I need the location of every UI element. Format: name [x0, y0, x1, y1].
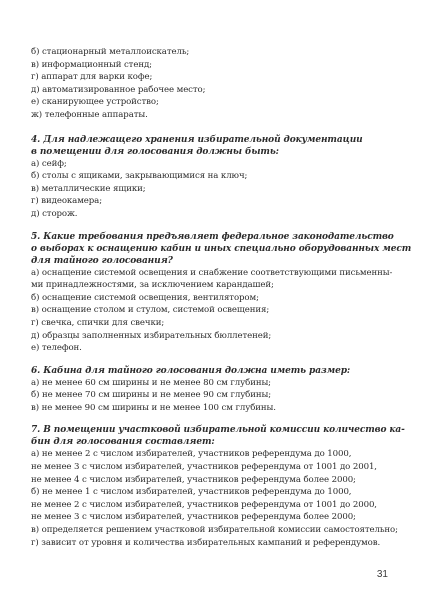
answer-option: г) зависит от уровня и количества избирательных кампаний и референдумов. — [31, 537, 381, 548]
answer-option: в) оснащение столом и стулом, системой освещения; — [31, 305, 270, 316]
answer-option: не менее 4 с числом избирателей, участников референдума более 2000; — [31, 474, 356, 485]
answer-option: а) не менее 2 с числом избирателей, участников референдума до 1000, — [31, 449, 352, 460]
question-6 — [31, 365, 393, 415]
document-page — [31, 46, 412, 559]
question-4 — [31, 134, 393, 221]
answer-option: д) сторож. — [31, 208, 78, 219]
question-title: 5. Какие требования предъявляет федеральное законодательство — [31, 231, 394, 242]
answer-option: г) свечка, спички для свечки; — [31, 317, 165, 328]
answer-option: а) сейф; — [31, 158, 67, 169]
answer-option: а) не менее 60 см ширины и не менее 80 см глубины; — [31, 377, 271, 388]
question-title: 7. В помещении участковой избирательной комиссии количество ка- — [31, 425, 405, 436]
question-title: в помещении для голосования должны быть: — [31, 146, 279, 157]
question-title: бин для голосования составляет: — [31, 437, 215, 448]
answer-option: б) столы с ящиками, закрывающимися на ключ; — [31, 171, 248, 182]
list-item: ж) телефонные аппараты. — [31, 109, 148, 120]
answer-option: ми принадлежностями, за исключением карандашей; — [31, 280, 274, 291]
list-item: е) сканирующее устройство; — [31, 97, 159, 108]
list-item: в) информационный стенд; — [31, 59, 152, 70]
answer-option: б) не менее 70 см ширины и не менее 90 см глубины; — [31, 390, 272, 401]
question-title: 4. Для надлежащего хранения избирательной документации — [31, 134, 363, 145]
question-title: 6. Кабина для тайного голосования должна иметь размер: — [31, 365, 351, 376]
question-7 — [31, 424, 405, 549]
answer-option: б) оснащение системой освещения, вентилятором; — [31, 292, 259, 303]
answer-option: в) металлические ящики; — [31, 183, 146, 194]
page-number: 31 — [376, 569, 388, 580]
answer-option: г) видеокамера; — [31, 196, 102, 207]
answer-option: а) оснащение системой освещения и снабжение соответствующими письменны- — [31, 267, 393, 278]
list-item: д) автоматизированное рабочее место; — [31, 84, 206, 95]
list-item: г) аппарат для варки кофе; — [31, 72, 153, 83]
answer-option: не менее 2 с числом избирателей, участников референдума от 1001 до 2000, — [31, 499, 377, 510]
answer-option: не менее 3 с числом избирателей, участников референдума более 2000; — [31, 512, 356, 523]
answer-option: в) не менее 90 см ширины и не менее 100 см глубины. — [31, 402, 276, 413]
answer-option: б) не менее 1 с числом избирателей, участников референдума до 1000, — [31, 487, 352, 498]
answer-option: не менее 3 с числом избирателей, участников референдума от 1001 до 2001, — [31, 462, 377, 473]
answer-option: д) образцы заполненных избирательных бюллетеней; — [31, 330, 272, 341]
question-5 — [31, 231, 412, 355]
answer-option: е) телефон. — [31, 343, 82, 354]
question-title: для тайного голосования? — [31, 255, 173, 266]
answer-option: в) определяется решением участковой избирательной комиссии самостоятельно; — [31, 525, 398, 536]
question-title: о выборах к оснащению кабин и иных специально оборудованных мест — [31, 243, 412, 254]
intro-options — [31, 46, 393, 122]
list-item: б) стационарный металлоискатель; — [31, 47, 190, 57]
